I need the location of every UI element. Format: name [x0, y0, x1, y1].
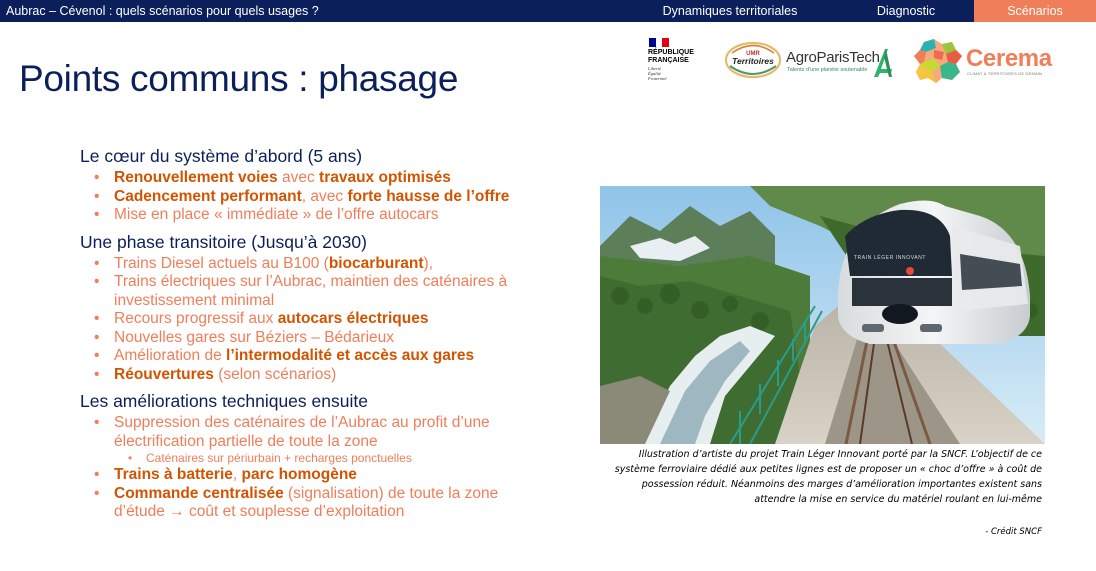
highlighted-text: Réouvertures [114, 365, 214, 383]
cerema-name: Cerema [966, 45, 1052, 72]
section-title-transitoire: Une phase transitoire (Jusqu’à 2030) [80, 231, 367, 252]
agroparistech-name: AgroParisTech [786, 49, 880, 66]
highlighted-text: autocars électriques [277, 310, 429, 327]
bullet-text: avec [277, 169, 320, 186]
bullet-text: Trains Diesel actuels au B100 ( [114, 254, 329, 272]
agroparistech-tagline: Talents d'une planète soutenable [787, 67, 868, 73]
bullet-item [80, 273, 550, 310]
section-title-coeur: Le cœur du système d’abord (5 ans) [80, 146, 363, 166]
bullet-text: ), [423, 254, 434, 272]
highlighted-text: biocarburant [328, 254, 424, 272]
agroparistech-logo [786, 47, 894, 81]
highlighted-text: parc homogène [241, 466, 357, 483]
rf-motto-3: Fraternité [648, 76, 667, 81]
bullet-item [80, 206, 550, 225]
highlighted-text: Commande centralisée [114, 484, 284, 502]
bullet-item [80, 366, 550, 385]
highlighted-text: l’intermodalité et accès aux gares [226, 347, 475, 364]
rf-line2: FRANÇAISE [648, 57, 689, 64]
bullet-item [80, 347, 550, 366]
train-label: TRAIN LÉGER INNOVANT [853, 255, 927, 261]
presentation-title: Aubrac – Cévenol : quels scénarios pour quels usages ? [6, 4, 319, 18]
nav-dynamiques-territoriales[interactable]: Dynamiques territoriales [662, 4, 798, 18]
nav-scenarios-active[interactable]: Scénarios [974, 0, 1096, 22]
umr-name: Territoires [732, 56, 774, 66]
photo-credit: - Crédit SNCF [985, 527, 1042, 537]
cerema-tagline: CLIMAT & TERRITOIRES DE DEMAIN [967, 71, 1043, 76]
highlighted-text: Cadencement performant [114, 187, 302, 205]
bullet-item [80, 485, 550, 522]
cerema-logo [912, 38, 1062, 84]
bullets-section-2 [80, 255, 550, 385]
umr-territoires-logo [724, 40, 782, 80]
sub-bullet-item [80, 451, 550, 466]
bullet-text: Amélioration de [114, 347, 227, 364]
bullet-item [80, 255, 550, 274]
train-leger-innovant-illustration [600, 186, 1045, 444]
bullet-text: Trains électriques sur l’Aubrac, maintien des caténaires à investissement minimal [114, 273, 508, 309]
highlighted-text: forte hausse de l’offre [347, 187, 510, 205]
cerema-map-icon [912, 38, 964, 84]
bullet-text: , avec [301, 187, 348, 205]
highlighted-text: travaux optimisés [319, 169, 451, 186]
bullet-text: Recours progressif aux [114, 310, 278, 327]
bullet-item [80, 329, 550, 348]
highlighted-text: Renouvellement voies [114, 169, 278, 186]
bullet-item [80, 466, 550, 485]
agroparistech-mark-icon [872, 47, 894, 79]
rf-line1: RÉPUBLIQUE [648, 49, 694, 56]
republique-francaise-logo [646, 38, 706, 84]
bullet-text: Nouvelles gares sur Béziers – Bédarieux [114, 328, 394, 346]
rf-motto-2: Égalité [648, 71, 661, 76]
bullet-text: Suppression des caténaires de l’Aubrac au profit d’une électrification partielle de toute la zone [114, 414, 490, 450]
french-flag-icon [649, 38, 669, 47]
section-title-ameliorations: Les améliorations techniques ensuite [80, 391, 368, 411]
bullet-item [80, 414, 550, 451]
bullets-section-1 [80, 169, 550, 225]
umr-top: UMR [746, 51, 760, 57]
phasage-content [80, 146, 550, 529]
slide-title: Points communs : phasage [19, 58, 459, 99]
bullet-text: Mise en place « immédiate » de l’offre autocars [114, 206, 439, 223]
bullet-text: (signalisation) de toute la zone d’étude → coût et souplesse d’exploitation [114, 484, 499, 520]
bullets-section-3 [80, 414, 550, 522]
top-bar [0, 0, 1096, 22]
rf-motto-1: Liberté [648, 66, 661, 71]
bullet-item [80, 188, 550, 207]
bullet-item [80, 310, 550, 329]
bullet-text: , [232, 466, 242, 483]
highlighted-text: Trains à batterie [114, 466, 233, 483]
bullet-item [80, 169, 550, 188]
nav-diagnostic[interactable]: Diagnostic [876, 4, 936, 18]
bullet-text: Caténaires sur périurbain + recharges ponctuelles [146, 451, 412, 465]
photo-caption: Illustration d’artiste du projet Train Léger Innovant porté par la SNCF. L’objectif de ce système ferroviaire dédié aux petites lignes est de proposer un « choc d’offre » à coût de possession réduit. Néanmoins des marges d’amélioration importantes existent sans attendre la mise en service du matériel roulant en lui-même [614, 449, 1042, 505]
bullet-text: (selon scénarios) [213, 365, 337, 383]
